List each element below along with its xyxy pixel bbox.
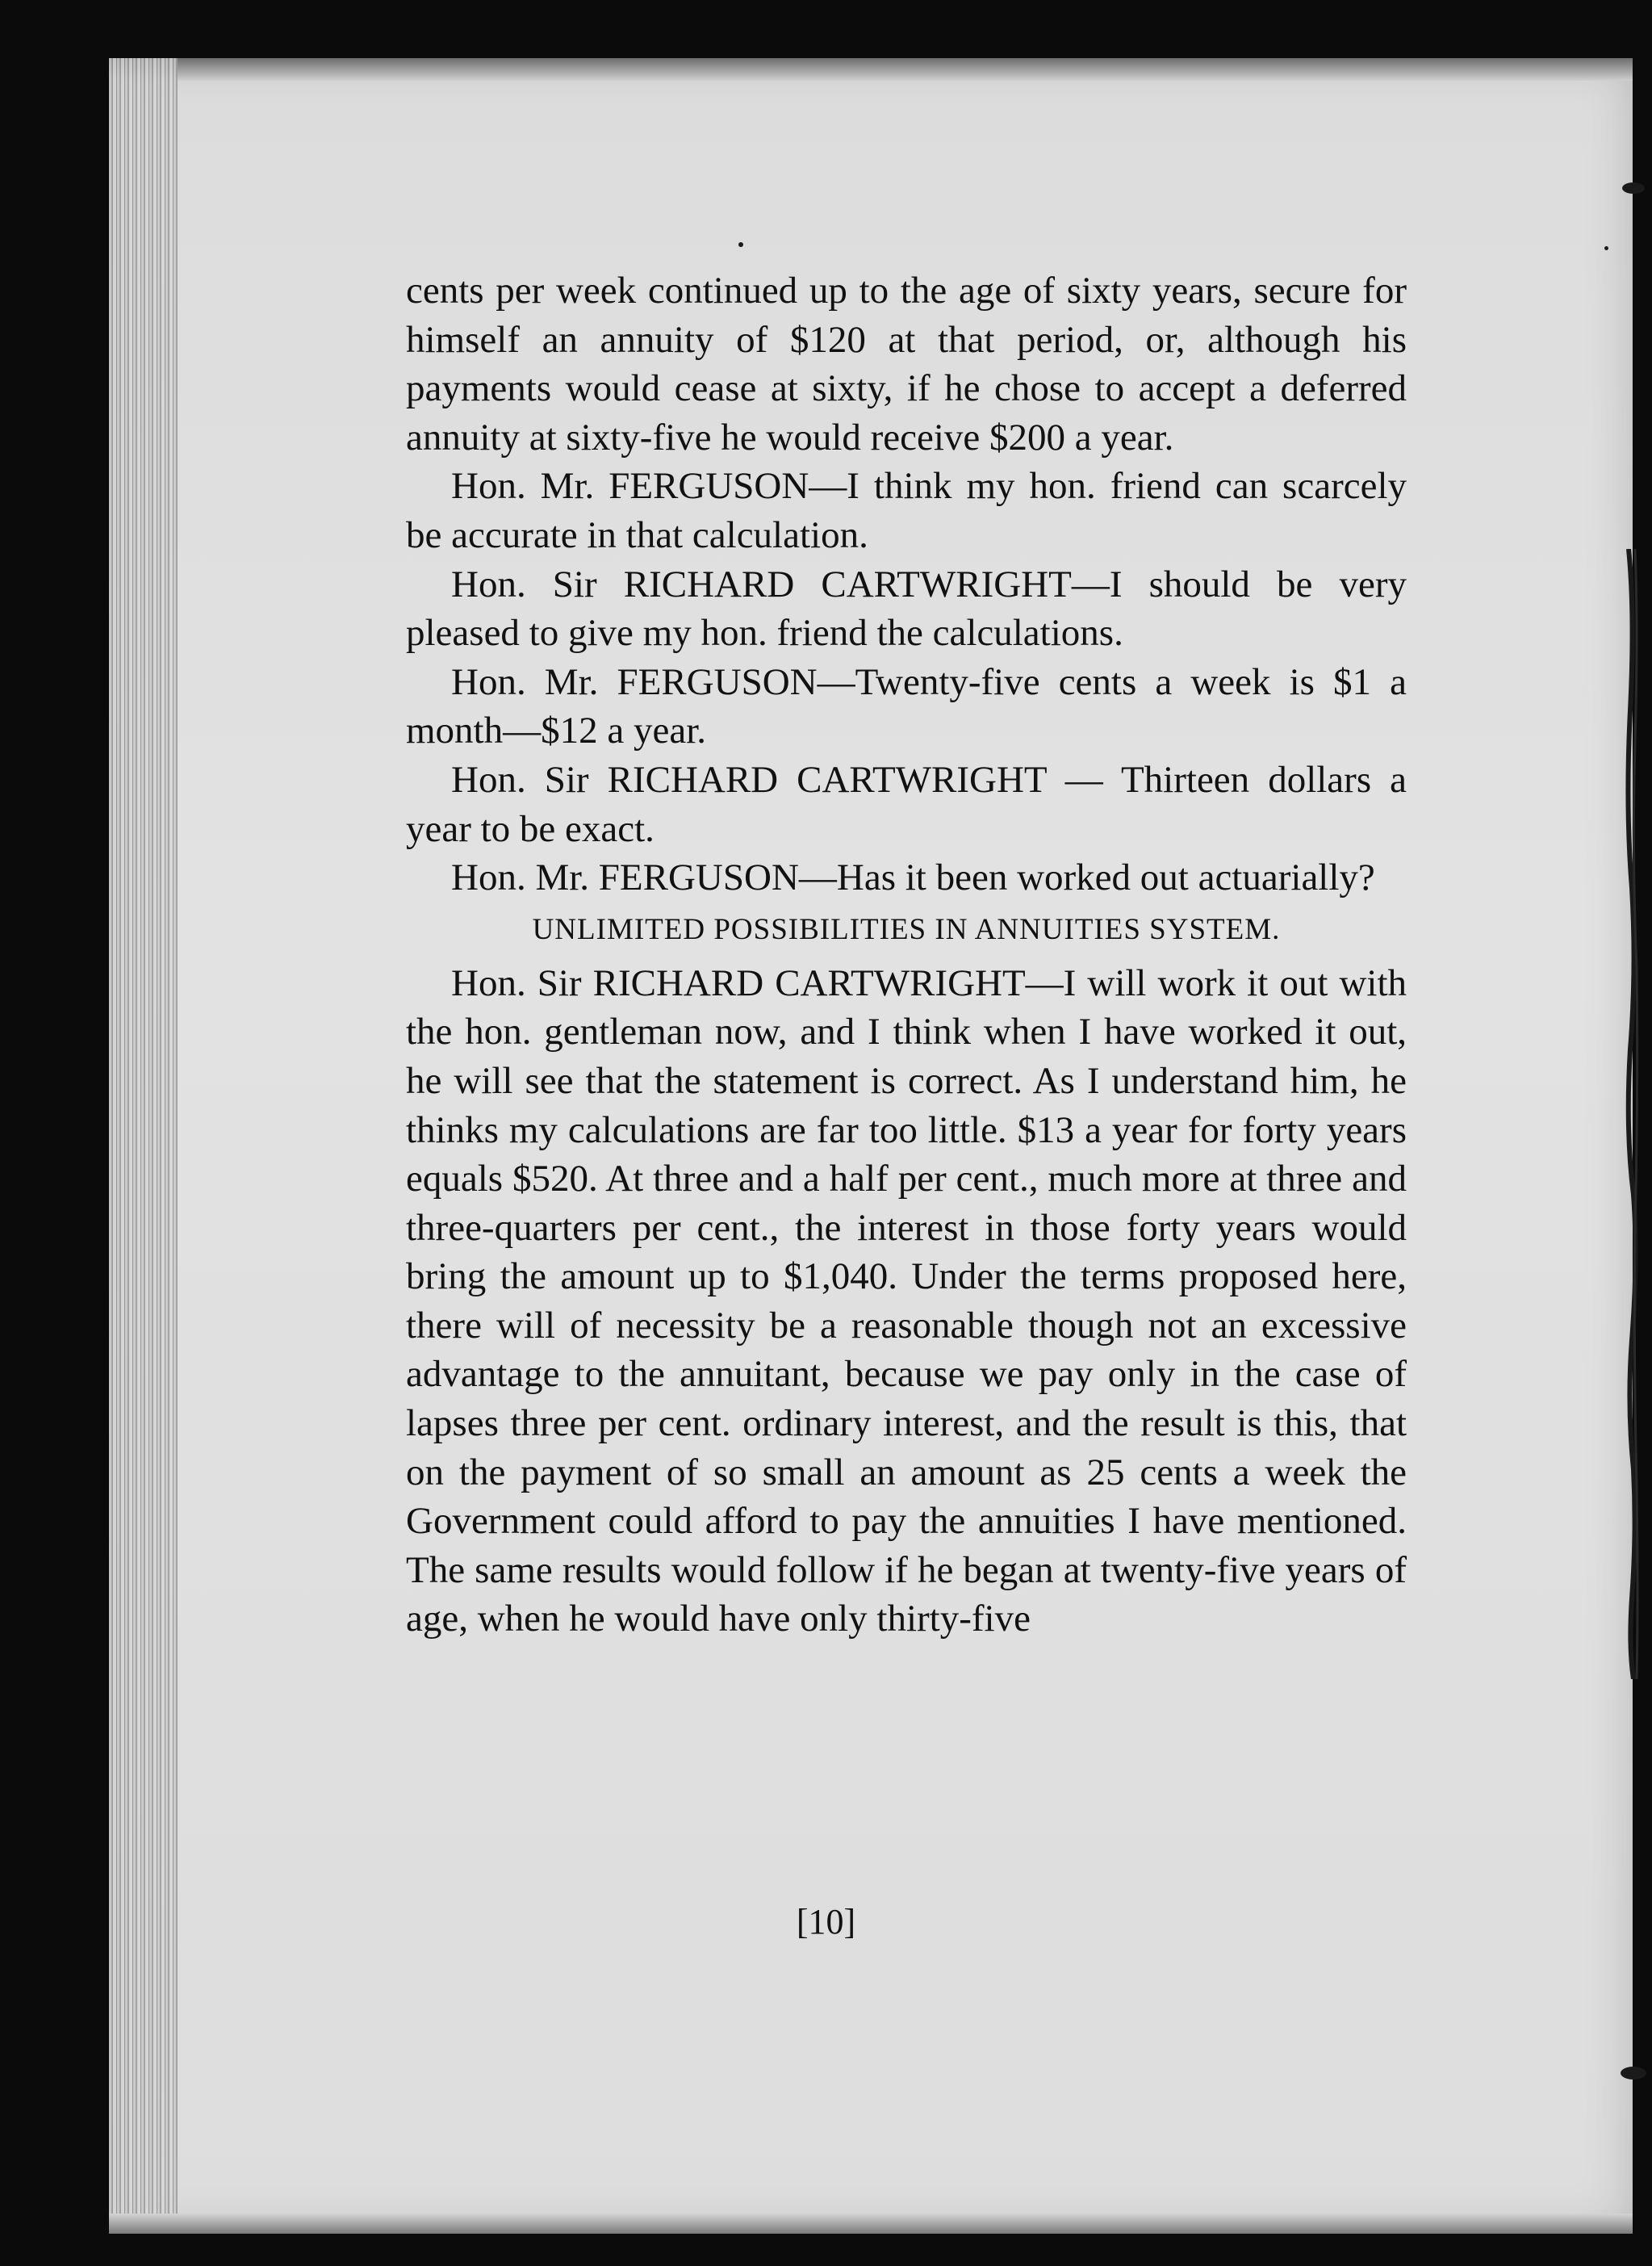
right-margin-mark: [1622, 182, 1645, 194]
body-paragraph: Hon. Sir RICHARD CARTWRIGHT—I should be very pleased to give my hon. friend the calculations.: [406, 563, 1407, 655]
body-paragraph: cents per week continued up to the age of sixty years, secure for himself an annuity of $120 at that period, or, although his payments would cease at sixty, if he chose to accept a deferred annuity at sixty-five he would receive $200 a year.: [406, 270, 1407, 459]
margin-speck: [738, 242, 743, 247]
body-paragraph: Hon. Mr. FERGUSON—Has it been worked out actuarially?: [451, 857, 1375, 899]
body-paragraph: Hon. Sir RICHARD CARTWRIGHT—I will work it out with the hon. gentleman now, and I think when I have worked it out, he will see that the statement is correct. As I understand him, he thinks my calculations are far too little. $13 a year for forty years equals $520. At three and a half per cent., much more at three and three-quarters per cent., the interest in those forty years would bring the amount up to $1,040. Under the terms proposed here, there will of necessity be a reasonable though not an excessive advantage to the annuitant, because we pay only in the case of lapses three per cent. ordinary interest, and the result is this, that on the payment of so small an amount as 25 cents a week the Government could afford to pay the annuities I have mentioned. The same results would follow if he began at twenty-five years of age, when he would have only thirty-five: [406, 961, 1407, 1640]
page-top-edge: [109, 58, 1633, 81]
page-text: [406, 266, 1407, 1644]
right-margin-mark: [1621, 2067, 1646, 2080]
page-number: [10]: [796, 1902, 856, 1941]
body-paragraph: Hon. Mr. FERGUSON—Twenty-five cents a week is $1 a month—$12 a year.: [406, 660, 1407, 752]
body-paragraph: Hon. Mr. FERGUSON—I think my hon. friend can scarcely be accurate in that calculation.: [406, 465, 1407, 556]
margin-speck: [1604, 246, 1608, 250]
page-bottom-edge: [109, 2214, 1633, 2234]
bookmark-ribbon: [1624, 549, 1640, 1679]
body-paragraph: Hon. Sir RICHARD CARTWRIGHT — Thirteen dollars a year to be exact.: [406, 758, 1407, 850]
section-heading: UNLIMITED POSSIBILITIES IN ANNUITIES SYSTEM.: [532, 912, 1281, 946]
